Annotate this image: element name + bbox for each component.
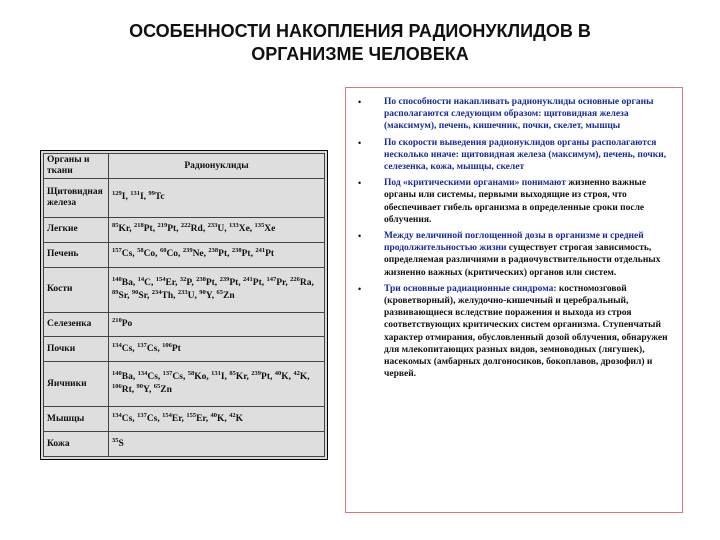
bullet-intro: По скорости выведения радионуклидов органы располагаются несколько иначе: bbox=[384, 137, 657, 160]
element-symbol: Ba, bbox=[121, 372, 138, 383]
element-symbol: C, bbox=[144, 277, 156, 288]
nuclide bbox=[229, 372, 251, 382]
mass-number: 129 bbox=[112, 190, 122, 198]
radionuclide-table-container bbox=[40, 150, 328, 460]
mass-number: 147 bbox=[266, 275, 277, 283]
element-symbol: Pr, bbox=[276, 277, 291, 288]
table-header-row bbox=[44, 154, 325, 179]
nuclide bbox=[251, 372, 274, 382]
page-title bbox=[60, 20, 660, 66]
organ-cell: Кожа bbox=[44, 432, 109, 457]
mass-number: 65 bbox=[153, 383, 161, 391]
nuclide bbox=[208, 224, 229, 234]
nuclide bbox=[183, 249, 209, 259]
element-symbol: Ba, bbox=[121, 277, 138, 288]
element-symbol: Th, bbox=[161, 290, 178, 301]
nuclide bbox=[162, 341, 181, 354]
nuclide bbox=[112, 249, 137, 259]
column-header-organs: Органы и ткани bbox=[44, 154, 109, 179]
table-row bbox=[44, 432, 325, 457]
nuclide bbox=[112, 316, 133, 329]
nuclide bbox=[255, 249, 274, 259]
nuclide bbox=[177, 288, 200, 301]
mass-number: 32 bbox=[179, 275, 187, 283]
element-symbol: Cs, bbox=[172, 372, 188, 383]
element-symbol: K bbox=[235, 413, 244, 424]
element-symbol: Zn bbox=[223, 290, 235, 301]
table-body bbox=[44, 179, 325, 457]
nuclide bbox=[137, 411, 163, 424]
mass-number: 241 bbox=[255, 247, 266, 255]
bullet-dot-icon: • bbox=[358, 97, 362, 107]
element-symbol: Sr, bbox=[118, 290, 132, 301]
element-symbol: Cs, bbox=[121, 249, 138, 260]
element-symbol: Co, bbox=[166, 249, 183, 260]
title-line-2: ОРГАНИЗМЕ ЧЕЛОВЕКА bbox=[251, 44, 469, 64]
mass-number: 155 bbox=[186, 411, 197, 419]
mass-number: 60 bbox=[159, 247, 167, 255]
element-symbol: Er, bbox=[171, 413, 187, 424]
mass-number: 85 bbox=[229, 370, 236, 378]
mass-number: 140 bbox=[112, 370, 122, 378]
element-symbol: P, bbox=[186, 277, 197, 288]
nuclides-cell bbox=[109, 407, 325, 432]
mass-number: 35 bbox=[112, 436, 119, 444]
mass-number: 140 bbox=[112, 275, 122, 283]
nuclide bbox=[219, 275, 244, 288]
nuclides-cell bbox=[109, 432, 325, 457]
nuclides-cell bbox=[109, 312, 325, 337]
mass-number: 241 bbox=[243, 275, 253, 283]
element-symbol: Zn bbox=[160, 385, 172, 396]
organ-cell: Легкие bbox=[44, 217, 109, 242]
element-symbol: Rd, bbox=[190, 224, 208, 235]
nuclide bbox=[112, 372, 138, 382]
mass-number: 157 bbox=[112, 247, 122, 255]
organ-cell: Почки bbox=[44, 337, 109, 362]
mass-number: 85 bbox=[112, 222, 119, 230]
mass-number: 238 bbox=[231, 247, 242, 255]
mass-number: 40 bbox=[274, 370, 282, 378]
bullet-item bbox=[346, 177, 676, 226]
organ-cell: Щитовидная железа bbox=[44, 179, 109, 218]
nuclide bbox=[134, 224, 157, 234]
title-line-1: ОСОБЕННОСТИ НАКОПЛЕНИЯ РАДИОНУКЛИДОВ В bbox=[129, 21, 591, 41]
nuclide bbox=[112, 341, 138, 354]
mass-number: 42 bbox=[229, 411, 236, 419]
mass-number: 226 bbox=[290, 275, 300, 283]
mass-number: 58 bbox=[137, 247, 144, 255]
element-symbol: K, bbox=[281, 372, 294, 383]
nuclide bbox=[188, 372, 211, 382]
bullet-dot-icon: • bbox=[358, 178, 362, 189]
nuclide bbox=[130, 192, 148, 202]
element-symbol: Cs, bbox=[121, 343, 138, 354]
nuclides-cell bbox=[109, 242, 325, 267]
element-symbol: Pt, bbox=[229, 277, 244, 288]
bullet-intro: Между величиной поглощенной дозы в организме и средней продолжительностью жизни bbox=[384, 231, 644, 254]
mass-number: 239 bbox=[219, 275, 230, 283]
bullet-dot-icon: • bbox=[358, 231, 362, 242]
element-symbol: Po bbox=[121, 318, 133, 329]
mass-number: 133 bbox=[228, 222, 239, 230]
bullet-item bbox=[346, 283, 676, 381]
element-symbol: Rt, bbox=[121, 385, 137, 396]
element-symbol: Tc bbox=[154, 192, 165, 203]
bullet-item bbox=[346, 230, 676, 279]
nuclide bbox=[137, 275, 156, 288]
mass-number: 210 bbox=[112, 316, 122, 324]
element-symbol: K, bbox=[217, 413, 230, 424]
organ-cell: Яичники bbox=[44, 362, 109, 407]
table-row bbox=[44, 362, 325, 407]
nuclide bbox=[112, 192, 130, 202]
nuclide bbox=[266, 275, 291, 288]
mass-number: 14 bbox=[137, 275, 145, 283]
nuclide bbox=[208, 249, 231, 259]
mass-number: 134 bbox=[112, 411, 122, 419]
notes-bullet-list bbox=[346, 88, 682, 380]
element-symbol: Kr, bbox=[118, 224, 134, 235]
element-symbol: Cs, bbox=[146, 343, 163, 354]
element-symbol: Cs, bbox=[146, 413, 163, 424]
radionuclide-table bbox=[43, 153, 325, 457]
element-symbol: Ra, bbox=[299, 277, 314, 288]
mass-number: 137 bbox=[137, 411, 147, 419]
mass-number: 99 bbox=[148, 190, 155, 198]
mass-number: 238 bbox=[208, 247, 219, 255]
bullet-intro: Под «критическими органами» понимают bbox=[384, 178, 569, 189]
table-row bbox=[44, 217, 325, 242]
nuclide bbox=[155, 275, 180, 288]
nuclide bbox=[211, 372, 229, 382]
mass-number: 137 bbox=[162, 370, 173, 378]
mass-number: 239 bbox=[182, 247, 193, 255]
element-symbol: Pt, bbox=[261, 372, 275, 383]
organ-cell: Кости bbox=[44, 267, 109, 312]
organ-cell: Мышцы bbox=[44, 407, 109, 432]
mass-number: 42 bbox=[293, 370, 300, 378]
element-symbol: Pt, bbox=[167, 224, 181, 235]
element-symbol: Sr, bbox=[138, 290, 152, 301]
notes-panel bbox=[345, 87, 683, 513]
element-symbol: Pt, bbox=[252, 277, 267, 288]
nuclide bbox=[162, 411, 187, 424]
nuclides-cell bbox=[109, 337, 325, 362]
mass-number: 40 bbox=[210, 411, 217, 419]
mass-number: 90 bbox=[199, 288, 206, 296]
nuclide bbox=[157, 224, 180, 234]
bullet-dot-icon: • bbox=[358, 137, 362, 148]
mass-number: 218 bbox=[133, 222, 144, 230]
nuclide bbox=[148, 192, 164, 202]
mass-number: 137 bbox=[137, 341, 147, 349]
mass-number: 90 bbox=[136, 383, 144, 391]
nuclide bbox=[160, 249, 183, 259]
nuclide bbox=[154, 385, 172, 395]
bullet-highlight: щитовидная железа (максимум), печень, почки, селезенка, кожа, мышцы, скелет bbox=[384, 149, 667, 173]
nuclide bbox=[293, 372, 309, 382]
mass-number: 135 bbox=[254, 222, 265, 230]
mass-number: 238 bbox=[196, 275, 206, 283]
element-symbol: I, bbox=[121, 192, 131, 203]
element-symbol: Pt, bbox=[241, 249, 256, 260]
mass-number: 58 bbox=[187, 370, 195, 378]
nuclide bbox=[196, 275, 220, 288]
mass-number: 106 bbox=[112, 383, 122, 391]
mass-number: 106 bbox=[162, 341, 172, 349]
element-symbol: Er, bbox=[165, 277, 180, 288]
mass-number: 222 bbox=[180, 222, 191, 230]
nuclide bbox=[112, 275, 138, 288]
nuclides-cell bbox=[109, 362, 325, 407]
element-symbol: Pt, bbox=[143, 224, 158, 235]
element-symbol: Er, bbox=[196, 413, 211, 424]
bullet-dot-icon: • bbox=[358, 283, 362, 294]
element-symbol: I, bbox=[220, 372, 230, 383]
mass-number: 90 bbox=[131, 288, 139, 296]
element-symbol: Y, bbox=[143, 385, 154, 396]
nuclide bbox=[112, 385, 137, 395]
table-row bbox=[44, 407, 325, 432]
element-symbol: Xe, bbox=[238, 224, 255, 235]
nuclide bbox=[137, 385, 154, 395]
mass-number: 219 bbox=[157, 222, 168, 230]
mass-number: 134 bbox=[112, 341, 122, 349]
element-symbol: Xe bbox=[264, 224, 276, 235]
element-symbol: Pt bbox=[265, 249, 275, 260]
mass-number: 234 bbox=[151, 288, 162, 296]
nuclide bbox=[229, 224, 255, 234]
element-symbol: Kr, bbox=[235, 372, 252, 383]
nuclide bbox=[216, 288, 235, 301]
mass-number: 154 bbox=[155, 275, 166, 283]
nuclide bbox=[229, 411, 244, 424]
element-symbol: U, bbox=[217, 224, 229, 235]
element-symbol: U, bbox=[187, 290, 200, 301]
nuclide bbox=[112, 288, 132, 301]
nuclide bbox=[131, 288, 152, 301]
element-symbol: S bbox=[118, 438, 124, 449]
bullet-text: костномозговой (кроветворный), желудочно-кишечный и церебральный, развивающиеся вследствие поражения и выхода из строя соответствующих критических систем организма. Ступенчатый характер отмирания, обусловленный дозой облучения, обнаружен для млекопитающих разных видов, земноводных (лягушек), насекомых (амбарных долгоносиков, бокоплавов, дрозофил) и червей. bbox=[384, 283, 668, 380]
nuclides-cell bbox=[109, 217, 325, 242]
element-symbol: Pt, bbox=[218, 249, 232, 260]
nuclide bbox=[137, 249, 160, 259]
element-symbol: K, bbox=[299, 372, 310, 383]
element-symbol: Ko, bbox=[194, 372, 212, 383]
table-row bbox=[44, 267, 325, 312]
nuclide bbox=[275, 372, 294, 382]
table-row bbox=[44, 242, 325, 267]
nuclides-cell bbox=[109, 267, 325, 312]
element-symbol: Y, bbox=[205, 290, 217, 301]
bullet-text: жизненно важные органы или системы, первыми выходящие из строя, что обеспечивает гибель организма в определенные сроки после облучения. bbox=[384, 178, 647, 225]
nuclide bbox=[199, 288, 217, 301]
column-header-nuclides: Радионуклиды bbox=[109, 154, 325, 179]
nuclide bbox=[151, 288, 178, 301]
nuclide bbox=[243, 275, 267, 288]
bullet-intro: Три основные радиационные синдрома: bbox=[384, 283, 559, 294]
nuclide bbox=[112, 224, 134, 234]
mass-number: 233 bbox=[207, 222, 218, 230]
bullet-item bbox=[346, 137, 676, 174]
table-row bbox=[44, 312, 325, 337]
element-symbol: Pt, bbox=[205, 277, 220, 288]
element-symbol: Cs, bbox=[121, 413, 138, 424]
nuclide bbox=[290, 275, 314, 288]
nuclide bbox=[181, 224, 208, 234]
nuclide bbox=[255, 224, 276, 234]
element-symbol: Cs, bbox=[147, 372, 163, 383]
nuclides-cell bbox=[109, 179, 325, 218]
mass-number: 239 bbox=[251, 370, 262, 378]
mass-number: 154 bbox=[162, 411, 172, 419]
element-symbol: Ne, bbox=[192, 249, 209, 260]
element-symbol: I, bbox=[139, 192, 149, 203]
table-row bbox=[44, 337, 325, 362]
mass-number: 233 bbox=[177, 288, 188, 296]
mass-number: 131 bbox=[211, 370, 221, 378]
nuclide bbox=[112, 411, 138, 424]
nuclide bbox=[210, 411, 230, 424]
bullet-intro: По способности накапливать радионуклиды основные органы располагаются следующим образом: bbox=[384, 97, 654, 120]
organ-cell: Печень bbox=[44, 242, 109, 267]
mass-number: 131 bbox=[130, 190, 140, 198]
nuclide bbox=[163, 372, 188, 382]
bullet-highlight: щитовидная железа (максимум), печень, кишечник, почки, скелет, мышцы bbox=[384, 109, 629, 132]
element-symbol: Co, bbox=[143, 249, 160, 260]
nuclide bbox=[232, 249, 255, 259]
mass-number: 65 bbox=[216, 288, 224, 296]
nuclide bbox=[179, 275, 197, 288]
nuclide bbox=[137, 341, 163, 354]
element-symbol: Pt bbox=[171, 343, 181, 354]
nuclide bbox=[112, 436, 124, 449]
mass-number: 89 bbox=[112, 288, 119, 296]
table-row bbox=[44, 179, 325, 218]
mass-number: 134 bbox=[137, 370, 148, 378]
organ-cell: Селезенка bbox=[44, 312, 109, 337]
nuclide bbox=[138, 372, 163, 382]
bullet-item bbox=[346, 96, 676, 133]
nuclide bbox=[186, 411, 211, 424]
bullet-text: существует строгая зависимость, определяемая различиями в радиочувствительности отдельных жизненно важных (критических) органов или систем. bbox=[384, 243, 661, 278]
